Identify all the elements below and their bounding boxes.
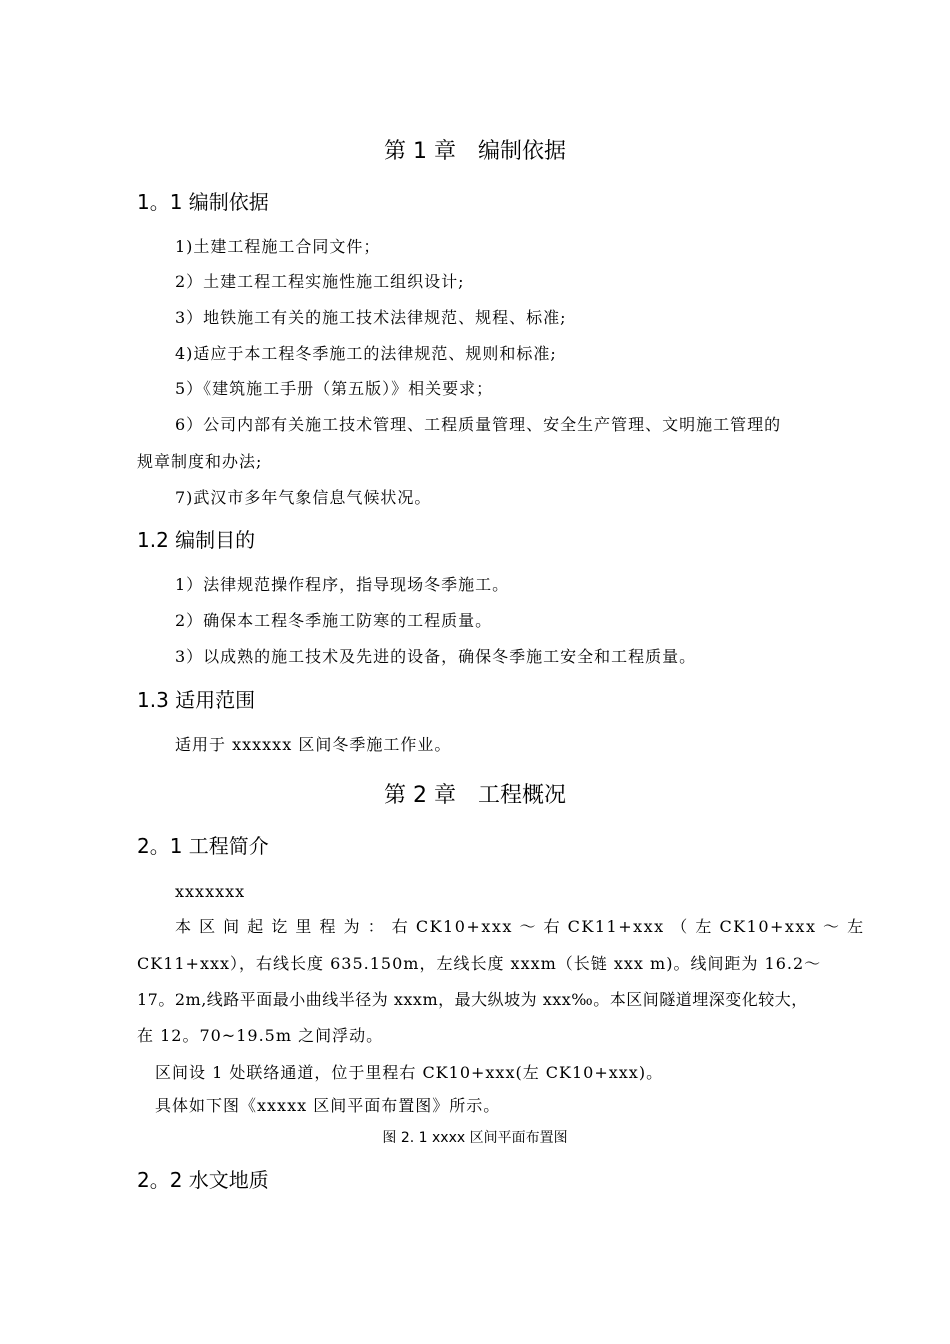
figure-caption: 图 2. 1 xxxx 区间平面布置图	[382, 1130, 568, 1146]
basis-item-5: 5）《建筑施工手册（第五版）》相关要求；	[175, 379, 494, 398]
section-1-3-heading: 1.3 适用范围	[137, 688, 256, 712]
project-intro-line-3: 17。2m,线路平面最小曲线半径为 xxxm，最大纵坡为 xxx‰。本区间隧道埋深变化较大，	[137, 990, 808, 1009]
purpose-item-3: 3）以成熟的施工技术及先进的设备，确保冬季施工安全和工程质量。	[175, 647, 697, 666]
section-1-2-heading: 1.2 编制目的	[137, 528, 256, 552]
project-name-placeholder: xxxxxxx	[175, 882, 246, 901]
basis-item-4: 4)适应于本工程冬季施工的法律规范、规则和标准;	[175, 344, 557, 363]
purpose-item-1: 1）法律规范操作程序，指导现场冬季施工。	[175, 575, 510, 594]
basis-item-6: 6）公司内部有关施工技术管理、工程质量管理、安全生产管理、文明施工管理的	[175, 415, 782, 434]
basis-item-6-continued: 规章制度和办法;	[137, 452, 263, 471]
section-2-2-heading: 2。2 水文地质	[137, 1168, 269, 1192]
purpose-item-2: 2）确保本工程冬季施工防寒的工程质量。	[175, 611, 493, 630]
section-1-1-heading: 1。1 编制依据	[137, 190, 269, 214]
project-intro-line-2: CK11+xxx），右线长度 635.150m，左线长度 xxxm（长链 xxx m)。线间距为 16.2～	[137, 954, 822, 973]
scope-text: 适用于 xxxxxx 区间冬季施工作业。	[175, 735, 452, 754]
basis-item-7: 7)武汉市多年气象信息气候状况。	[175, 488, 432, 507]
figure-reference-text: 具体如下图《xxxxx 区间平面布置图》所示。	[155, 1096, 501, 1115]
section-2-1-heading: 2。1 工程简介	[137, 834, 269, 858]
basis-item-3: 3）地铁施工有关的施工技术法律规范、规程、标准;	[175, 308, 567, 327]
project-intro-line-1: 本 区 间 起 讫 里 程 为 ： 右 CK10+xxx ～ 右 CK11+xxx （ 左 CK10+xxx ～ 左	[175, 917, 865, 936]
chapter-1-title: 第 1 章 编制依据	[384, 139, 566, 164]
chapter-2-title: 第 2 章 工程概况	[384, 783, 566, 808]
project-intro-line-4: 在 12。70~19.5m 之间浮动。	[137, 1026, 384, 1045]
basis-item-1: 1)土建工程施工合同文件；	[175, 237, 381, 256]
basis-item-2: 2）土建工程工程实施性施工组织设计;	[175, 272, 465, 291]
connection-passage-text: 区间设 1 处联络通道，位于里程右 CK10+xxx(左 CK10+xxx)。	[155, 1063, 664, 1082]
